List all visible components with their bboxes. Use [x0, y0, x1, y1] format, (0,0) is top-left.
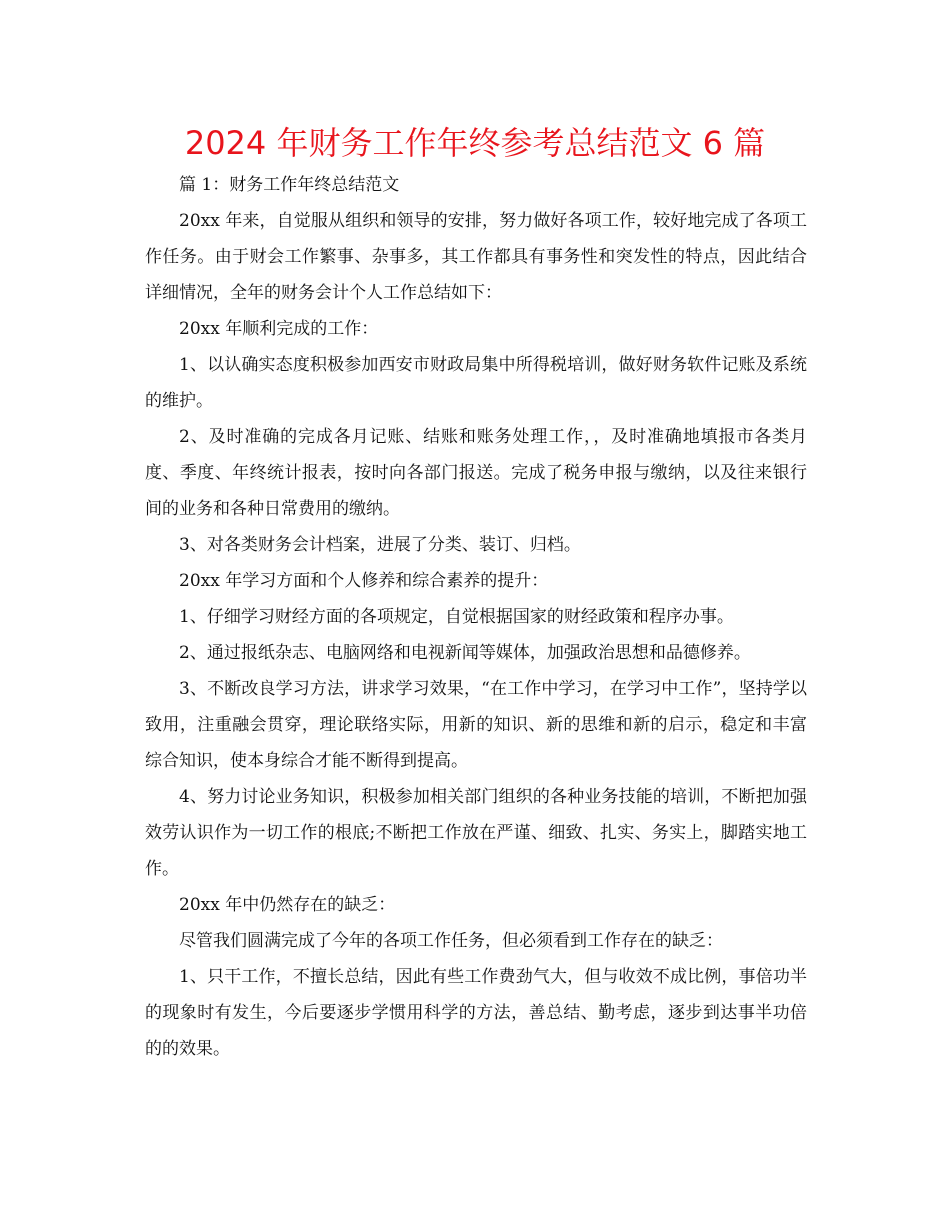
learning-item-4: 4、努力讨论业务知识，积极参加相关部门组织的各种业务技能的培训，不断把加强效劳认识作为一切工作的根底;不断把工作放在严谨、细致、扎实、务实上，脚踏实地工作。: [145, 787, 807, 879]
completed-item-2: 2、及时准确的完成各月记账、结账和账务处理工作，，及时准确地填报市各类月度、季度、年终统计报表，按时向各部门报送。完成了税务申报与缴纳，以及往来银行间的业务和各种日常费用的缴纳。: [145, 427, 807, 519]
shortcomings-intro: 尽管我们圆满完成了今年的各项工作任务，但必须看到工作存在的缺乏：: [179, 931, 723, 951]
document-body: [145, 167, 807, 1067]
completed-item-1: 1、以认确实态度积极参加西安市财政局集中所得税培训，做好财务软件记账及系统的维护。: [145, 355, 807, 411]
subheading-shortcomings: 20xx 年中仍然存在的缺乏：: [179, 895, 396, 915]
subheading-learning: 20xx 年学习方面和个人修养和综合素养的提升：: [179, 571, 549, 591]
shortcoming-item-1: 1、只干工作，不擅长总结，因此有些工作费劲气大，但与收效不成比例，事倍功半的现象时有发生，今后要逐步学惯用科学的方法，善总结、勤考虑，逐步到达事半功倍的的效果。: [145, 967, 807, 1059]
learning-item-3: 3、不断改良学习方法，讲求学习效果，“在工作中学习，在学习中工作”，坚持学以致用，注重融会贯穿，理论联络实际，用新的知识、新的思维和新的启示，稳定和丰富综合知识，使本身综合才能不断得到提高。: [145, 679, 807, 771]
subheading-completed-work: 20xx 年顺利完成的工作：: [179, 319, 379, 339]
completed-item-3: 3、对各类财务会计档案，进展了分类、装订、归档。: [179, 535, 581, 555]
document-title: 2024 年财务工作年终参考总结范文 6 篇: [184, 124, 766, 162]
learning-item-2: 2、通过报纸杂志、电脑网络和电视新闻等媒体，加强政治思想和品德修养。: [179, 643, 751, 663]
learning-item-1: 1、仔细学习财经方面的各项规定，自觉根据国家的财经政策和程序办事。: [179, 607, 734, 627]
intro-paragraph: 20xx 年来，自觉服从组织和领导的安排，努力做好各项工作，较好地完成了各项工作任务。由于财会工作繁事、杂事多，其工作都具有事务性和突发性的特点，因此结合详细情况，全年的财务会计个人工作总结如下：: [145, 211, 807, 303]
section-heading: 篇 1：财务工作年终总结范文: [179, 175, 400, 195]
